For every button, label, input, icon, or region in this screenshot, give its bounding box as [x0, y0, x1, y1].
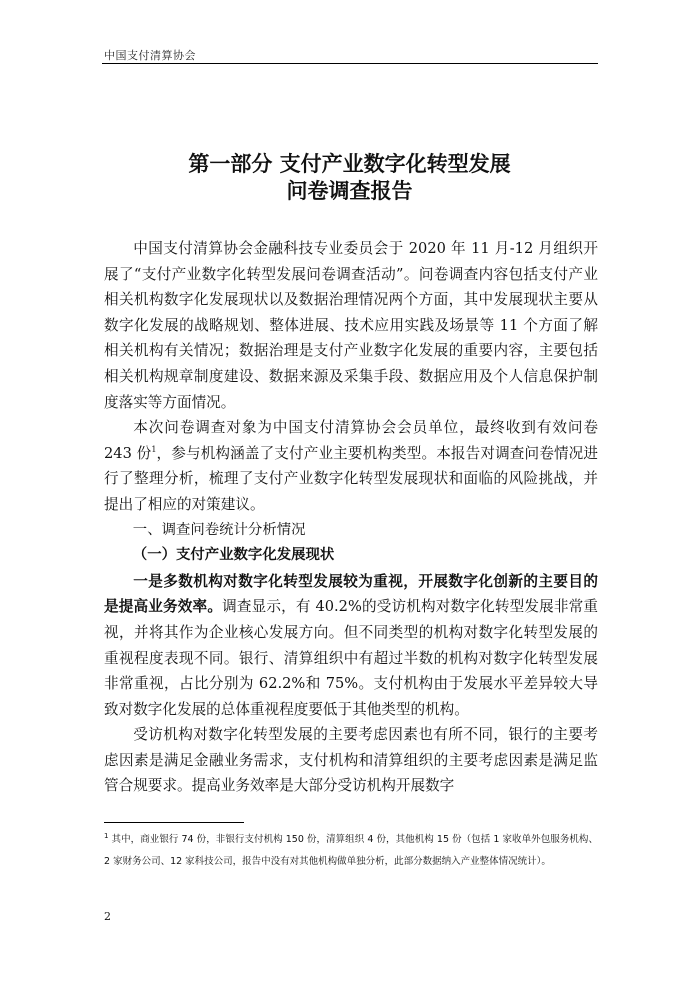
- title-line-1: 第一部分 支付产业数字化转型发展: [188, 152, 511, 176]
- body-content: [104, 236, 598, 799]
- paragraph-survey-scope-text-1: 本次问卷调查对象为中国支付清算协会会员单位，最终收到有效问卷 243 份: [104, 419, 598, 462]
- footnote-divider: [104, 822, 244, 823]
- paragraph-finding-1: [104, 569, 598, 723]
- footnote-reference: 1: [151, 444, 157, 454]
- running-header: 中国支付清算协会: [104, 49, 196, 62]
- finding-lead-sentence: 一是多数机构对数字化转型发展较为重视，开展数字化创新的主要目的是提高业务效率。: [104, 572, 598, 616]
- page-title: [0, 151, 699, 205]
- header-divider: [102, 63, 598, 64]
- title-line-2: 问卷调查报告: [286, 179, 413, 203]
- footnote-text: 其中，商业银行 74 份，非银行支付机构 150 份，清算组织 4 份，其他机构 15 份（包括 1 家收单外包服务机构、2 家财务公司、12 家科技公司，报告中没有对其他机构做单独分析，此部分数据纳入产业整体情况统计）。: [104, 834, 598, 867]
- finding-body: 调查显示，有 40.2%的受访机构对数字化转型发展非常重视，并将其作为企业核心发展方向。但不同类型的机构对数字化转型发展的重视程度表现不同。银行、清算组织中有超过半数的机构对数字化转型发展非常重视，占比分别为 62.2%和 75%。支付机构由于发展水平差异较大导致对数字化发展的总体重视程度要低于其他类型的机构。: [104, 598, 598, 718]
- page-number: 2: [104, 910, 111, 923]
- footnote: [104, 829, 598, 873]
- paragraph-intro: 中国支付清算协会金融科技专业委员会于 2020 年 11 月-12 月组织开展了“支付产业数字化转型发展问卷调查活动”。问卷调查内容包括支付产业相关机构数字化发展现状以及数据治理情况两个方面，其中发展现状主要从数字化发展的战略规划、整体进展、技术应用实践及场景等 11 个方面了解相关机构有关情况；数据治理是支付产业数字化发展的重要内容，主要包括相关机构规章制度建设、数据来源及采集手段、数据应用及个人信息保护制度落实等方面情况。: [104, 240, 598, 411]
- subsection-heading: （一）支付产业数字化发展现状: [132, 547, 335, 564]
- paragraph-survey-scope: [104, 415, 598, 517]
- paragraph-survey-scope-text-2: ，参与机构涵盖了支付产业主要机构类型。本报告对调查问卷情况进行了整理分析，梳理了支付产业数字化转型发展现状和面临的风险挑战，并提出了相应的对策建议。: [104, 444, 598, 513]
- paragraph-considerations: 受访机构对数字化转型发展的主要考虑因素也有所不同，银行的主要考虑因素是满足金融业务需求，支付机构和清算组织的主要考虑因素是满足监管合规要求。提高业务效率是大部分受访机构开展数字: [104, 726, 598, 795]
- section-heading: 一、调查问卷统计分析情况: [132, 521, 306, 538]
- footnote-marker: 1: [104, 831, 109, 840]
